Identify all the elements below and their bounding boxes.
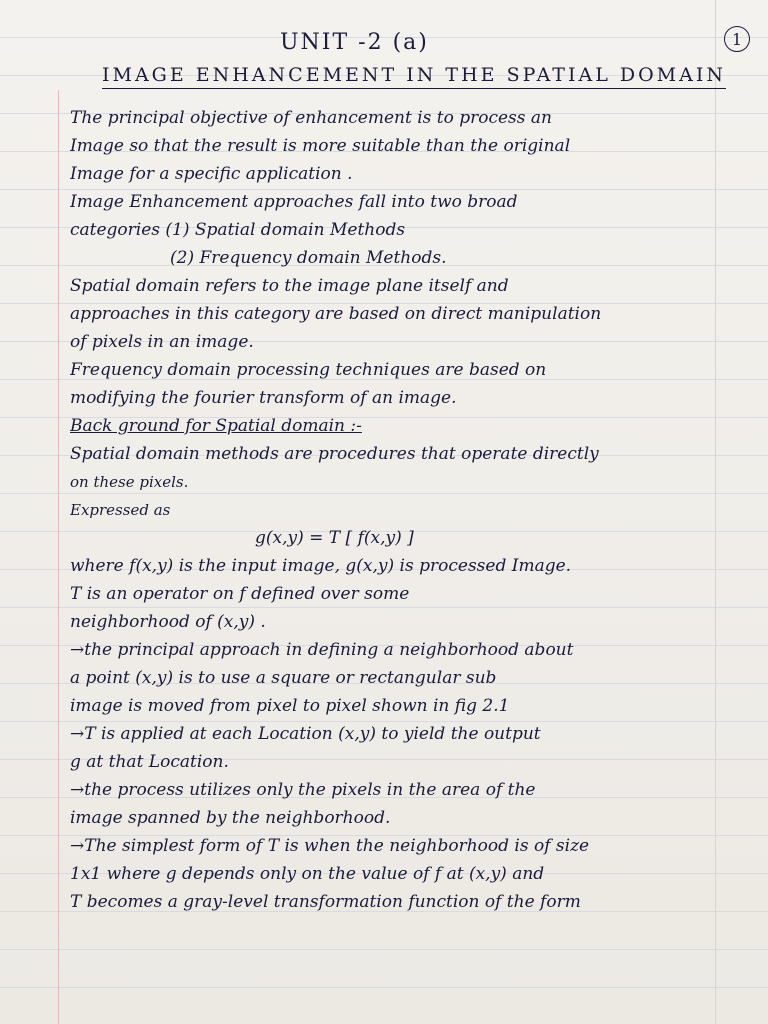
page-number: 1 [724, 26, 750, 52]
note-line: Spatial domain methods are procedures that operate directly [70, 444, 599, 464]
note-line: →T is applied at each Location (x,y) to yield the output [70, 724, 541, 744]
section-heading: Back ground for Spatial domain :- [70, 416, 362, 436]
note-line: a point (x,y) is to use a square or rectangular sub [70, 668, 497, 688]
note-line: The principal objective of enhancement is to process an [70, 108, 552, 128]
note-line: of pixels in an image. [70, 332, 254, 352]
notes-body [70, 104, 710, 916]
note-line: →the principal approach in defining a neighborhood about [70, 640, 574, 660]
note-line: approaches in this category are based on direct manipulation [70, 304, 602, 324]
right-margin-rule [715, 0, 716, 1024]
note-line: Frequency domain processing techniques are based on [70, 360, 547, 380]
note-line: →the process utilizes only the pixels in the area of the [70, 780, 536, 800]
note-line: modifying the fourier transform of an image. [70, 388, 457, 408]
note-line: 1x1 where g depends only on the value of f at (x,y) and [70, 864, 545, 884]
chapter-title: IMAGE ENHANCEMENT IN THE SPATIAL DOMAIN [102, 64, 726, 89]
note-line: on these pixels. [70, 473, 189, 491]
note-line: categories (1) Spatial domain Methods [70, 220, 406, 240]
note-line: (2) Frequency domain Methods. [170, 248, 447, 268]
note-line: image is moved from pixel to pixel shown in fig 2.1 [70, 696, 510, 716]
note-line: where f(x,y) is the input image, g(x,y) is processed Image. [70, 556, 572, 576]
unit-title: UNIT -2 (a) [280, 30, 429, 55]
note-line: T becomes a gray-level transformation function of the form [70, 892, 581, 912]
margin-rule [58, 90, 59, 1024]
note-line: Image so that the result is more suitable than the original [70, 136, 571, 156]
note-line: Spatial domain refers to the image plane itself and [70, 276, 509, 296]
note-line: image spanned by the neighborhood. [70, 808, 391, 828]
note-line: T is an operator on f defined over some [70, 584, 410, 604]
equation: g(x,y) = T [ f(x,y) ] [255, 528, 414, 548]
note-line: Expressed as [70, 501, 171, 519]
note-line: →The simplest form of T is when the neighborhood is of size [70, 836, 590, 856]
note-line: g at that Location. [70, 752, 229, 772]
note-line: Image Enhancement approaches fall into two broad [70, 192, 518, 212]
note-line: neighborhood of (x,y) . [70, 612, 266, 632]
note-line: Image for a specific application . [70, 164, 353, 184]
